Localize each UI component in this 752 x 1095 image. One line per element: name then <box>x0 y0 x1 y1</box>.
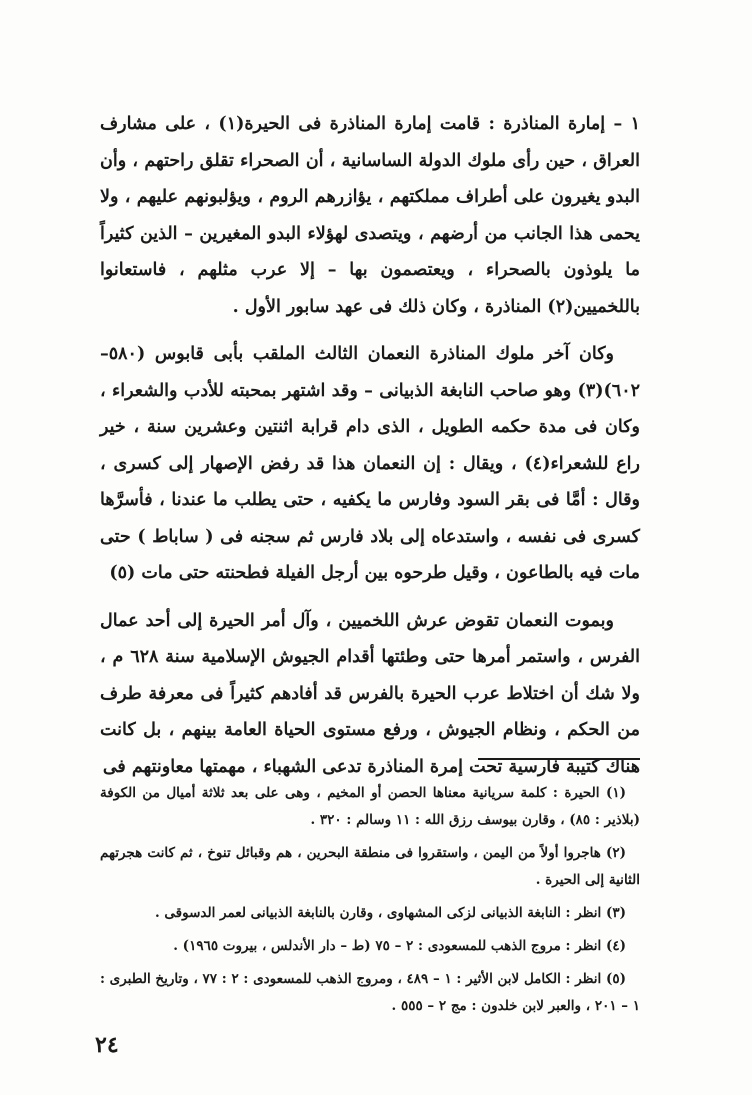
paragraph-3: وبموت النعمان تقوض عرش اللخميين ، وآل أمر الحيرة إلى أحد عمال الفرس ، واستمر أمرها حتى وطئتها أقدام الجيوش الإسلامية سنة ٦٢٨ م ، ولا شك أن اختلاط عرب الحيرة بالفرس قد أفادهم كثيراً فى معرفة طرف من الحكم ، ونظام الجيوش ، ورفع مستوى الحياة العامة بينهم ، بل كانت هناك كتيبة فارسية تحت إمرة المناذرة تدعى الشهباء ، مهمتها معاونتهم فى <box>100 610 640 777</box>
paragraph-1: ١ – إمارة المناذرة : قامت إمارة المناذرة فى الحيرة(١) ، على مشارف العراق ، حين رأى ملوك الدولة الساسانية ، أن الصحراء تقلق راحتهم ، وأن البدو يغيرون على أطراف مملكتهم ، يؤازرهم الروم ، ويؤلبونهم عليهم ، ولا يحمى هذا الجانب من أرضهم ، ويتصدى لهؤلاء البدو المغيرين – الذين كثيراً ما يلوذون بالصحراء ، ويعتصمون بها – إلا عرب مثلهم ، فاستعانوا باللخميين(٢) المناذرة ، وكان ذلك فى عهد سابور الأول . <box>100 114 640 317</box>
footnote-3: (٣) انظر : النابغة الذبيانى لزكى المشهاوى ، وقارن بالنابغة الذبيانى لعمر الدسوقى . <box>155 905 626 921</box>
main-text <box>100 106 640 796</box>
footnote-separator <box>478 758 640 760</box>
footnote-4: (٤) انظر : مروج الذهب للمسعودى : ٢ – ٧٥ (ط – دار الأندلس ، بيروت ١٩٦٥) . <box>173 938 626 954</box>
page-number: ٢٤ <box>95 1032 119 1058</box>
footnote-1: (١) الحيرة : كلمة سريانية معناها الحصن أو المخيم ، وهى على بعد ثلاثة أميال من الكوفة (بلاذير : ٨٥) ، وقارن بيوسف رزق الله : ١١ وسالم : ٣٢٠ . <box>100 785 640 828</box>
footnotes <box>100 780 640 1026</box>
footnote-5: (٥) انظر : الكامل لابن الأثير : ١ – ٤٨٩ ، ومروج الذهب للمسعودى : ٢ : ٧٧ ، وتاريخ الطبرى : ١ – ٢٠١ ، والعبر لابن خلدون : مج ٢ – ٥٥٥ . <box>99 971 640 1014</box>
footnote-2: (٢) هاجروا أولاً من اليمن ، واستقروا فى منطقة البحرين ، هم وقبائل تنوخ ، ثم كانت هجرتهم الثانية إلى الحيرة . <box>100 845 640 888</box>
paragraph-2: وكان آخر ملوك المناذرة النعمان الثالث الملقب بأبى قابوس (٥٨٠–٦٠٢)(٣) وهو صاحب النابغة الذبيانى – وقد اشتهر بمحبته للأدب والشعراء ، وكان فى مدة حكمه الطويل ، الذى دام قرابة اثنتين وعشرين سنة ، خير راع للشعراء(٤) ، ويقال : إن النعمان هذا قد رفض الإصهار إلى كسرى ، وقال : أمَّا فى بقر السود وفارس ما يكفيه ، حتى يطلب ما عندنا ، فأسرَّها كسرى فى نفسه ، واستدعاه إلى بلاد فارس ثم سجنه فى ( ساباط ) حتى مات فيه بالطاعون ، وقيل طرحوه بين أرجل الفيلة فطحنته حتى مات (٥) <box>100 344 640 583</box>
